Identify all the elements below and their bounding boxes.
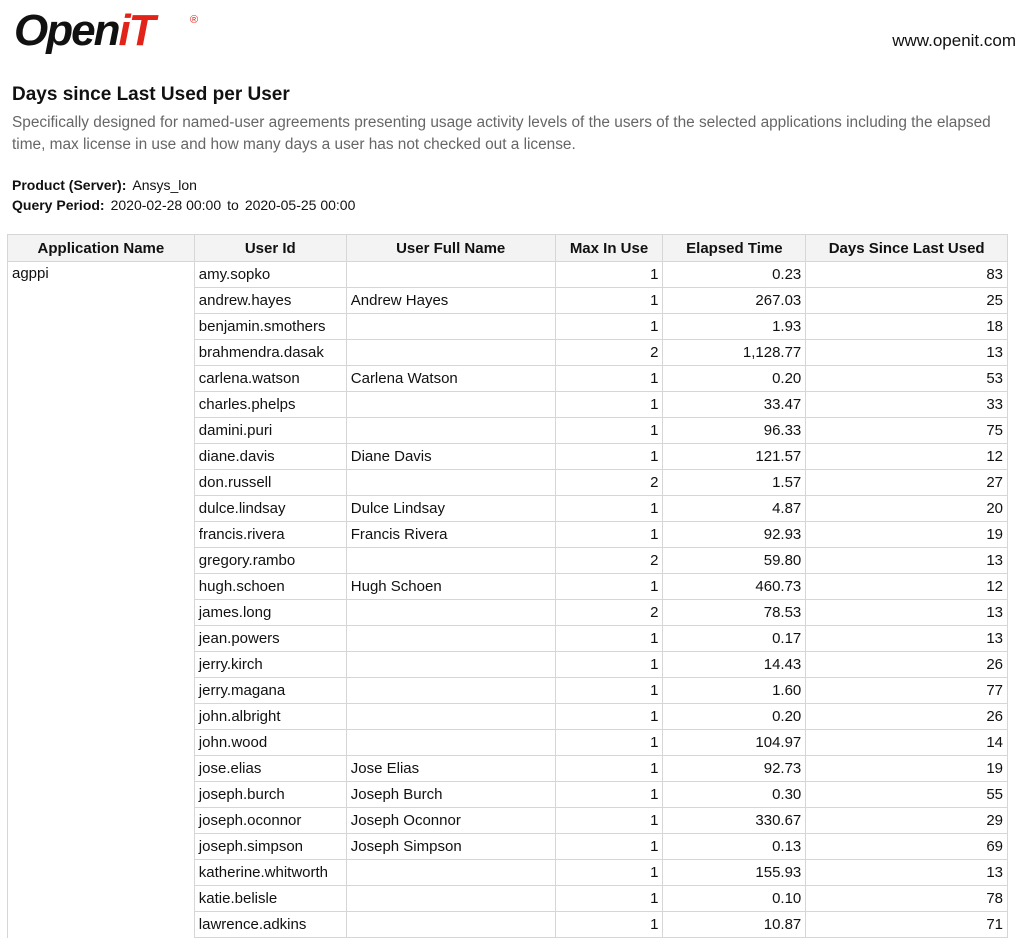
elapsed-time-cell: 267.03 — [663, 288, 806, 314]
max-in-use-cell: 1 — [555, 496, 663, 522]
user-full-name-cell: Joseph Simpson — [346, 834, 555, 860]
user-id-cell: joseph.oconnor — [194, 808, 346, 834]
elapsed-time-cell: 1.60 — [663, 678, 806, 704]
days-since-last-used-cell: 78 — [806, 886, 1008, 912]
max-in-use-cell: 1 — [555, 808, 663, 834]
max-in-use-cell: 1 — [555, 860, 663, 886]
max-in-use-cell: 1 — [555, 678, 663, 704]
column-header: Elapsed Time — [663, 235, 806, 262]
user-full-name-cell: Diane Davis — [346, 444, 555, 470]
user-id-cell: andrew.hayes — [194, 288, 346, 314]
product-line — [12, 175, 355, 195]
elapsed-time-cell: 0.17 — [663, 626, 806, 652]
elapsed-time-cell: 1,128.77 — [663, 340, 806, 366]
user-id-cell: jean.powers — [194, 626, 346, 652]
report-description: Specifically designed for named-user agreements presenting usage activity levels of the users of the selected applications including the elapsed time, max license in use and how many days a user has not checked out a license. — [12, 114, 991, 153]
days-since-last-used-cell: 53 — [806, 366, 1008, 392]
user-full-name-cell — [346, 860, 555, 886]
elapsed-time-cell: 0.10 — [663, 886, 806, 912]
max-in-use-cell: 2 — [555, 340, 663, 366]
elapsed-time-cell: 0.20 — [663, 366, 806, 392]
days-since-last-used-cell: 27 — [806, 470, 1008, 496]
elapsed-time-cell: 92.73 — [663, 756, 806, 782]
elapsed-time-cell: 1.57 — [663, 470, 806, 496]
user-id-cell: joseph.burch — [194, 782, 346, 808]
column-header: Max In Use — [555, 235, 663, 262]
max-in-use-cell: 1 — [555, 418, 663, 444]
elapsed-time-cell: 59.80 — [663, 548, 806, 574]
days-since-last-used-cell: 12 — [806, 574, 1008, 600]
days-since-last-used-cell: 55 — [806, 782, 1008, 808]
user-full-name-cell: Carlena Watson — [346, 366, 555, 392]
days-since-last-used-cell: 19 — [806, 756, 1008, 782]
max-in-use-cell: 1 — [555, 782, 663, 808]
user-id-cell: john.wood — [194, 730, 346, 756]
user-id-cell: james.long — [194, 600, 346, 626]
max-in-use-cell: 1 — [555, 574, 663, 600]
usage-table — [7, 234, 1008, 938]
user-id-cell: jerry.kirch — [194, 652, 346, 678]
user-id-cell: brahmendra.dasak — [194, 340, 346, 366]
elapsed-time-cell: 0.30 — [663, 782, 806, 808]
max-in-use-cell: 1 — [555, 626, 663, 652]
user-full-name-cell — [346, 340, 555, 366]
days-since-last-used-cell: 13 — [806, 340, 1008, 366]
max-in-use-cell: 1 — [555, 730, 663, 756]
logo-it-text: iT — [118, 6, 154, 55]
elapsed-time-cell: 460.73 — [663, 574, 806, 600]
column-header: Days Since Last Used — [806, 235, 1008, 262]
user-full-name-cell — [346, 912, 555, 938]
elapsed-time-cell: 96.33 — [663, 418, 806, 444]
user-id-cell: katie.belisle — [194, 886, 346, 912]
user-full-name-cell: Andrew Hayes — [346, 288, 555, 314]
user-id-cell: gregory.rambo — [194, 548, 346, 574]
elapsed-time-cell: 33.47 — [663, 392, 806, 418]
user-id-cell: diane.davis — [194, 444, 346, 470]
website-link[interactable]: www.openit.com — [892, 31, 1016, 50]
days-since-last-used-cell: 12 — [806, 444, 1008, 470]
user-full-name-cell: Hugh Schoen — [346, 574, 555, 600]
elapsed-time-cell: 330.67 — [663, 808, 806, 834]
user-full-name-cell: Joseph Oconnor — [346, 808, 555, 834]
elapsed-time-cell: 0.13 — [663, 834, 806, 860]
user-full-name-cell: Francis Rivera — [346, 522, 555, 548]
user-full-name-cell — [346, 886, 555, 912]
user-id-cell: carlena.watson — [194, 366, 346, 392]
period-label: Query Period: — [12, 197, 105, 213]
user-id-cell: katherine.whitworth — [194, 860, 346, 886]
user-full-name-cell: Joseph Burch — [346, 782, 555, 808]
user-id-cell: francis.rivera — [194, 522, 346, 548]
days-since-last-used-cell: 13 — [806, 626, 1008, 652]
report-title: Days since Last Used per User — [12, 84, 290, 105]
days-since-last-used-cell: 14 — [806, 730, 1008, 756]
days-since-last-used-cell: 19 — [806, 522, 1008, 548]
user-id-cell: charles.phelps — [194, 392, 346, 418]
user-full-name-cell — [346, 262, 555, 288]
user-full-name-cell — [346, 392, 555, 418]
days-since-last-used-cell: 25 — [806, 288, 1008, 314]
user-id-cell: john.albright — [194, 704, 346, 730]
elapsed-time-cell: 14.43 — [663, 652, 806, 678]
elapsed-time-cell: 155.93 — [663, 860, 806, 886]
user-id-cell: dulce.lindsay — [194, 496, 346, 522]
column-header: User Id — [194, 235, 346, 262]
user-full-name-cell — [346, 678, 555, 704]
max-in-use-cell: 2 — [555, 548, 663, 574]
elapsed-time-cell: 10.87 — [663, 912, 806, 938]
user-full-name-cell — [346, 470, 555, 496]
days-since-last-used-cell: 33 — [806, 392, 1008, 418]
max-in-use-cell: 1 — [555, 444, 663, 470]
table-header-row — [8, 235, 1008, 262]
openit-logo — [14, 6, 214, 70]
logo-open-text: Open — [14, 6, 119, 55]
max-in-use-cell: 2 — [555, 470, 663, 496]
user-id-cell: damini.puri — [194, 418, 346, 444]
days-since-last-used-cell: 13 — [806, 548, 1008, 574]
user-id-cell: amy.sopko — [194, 262, 346, 288]
user-full-name-cell — [346, 652, 555, 678]
user-full-name-cell: Jose Elias — [346, 756, 555, 782]
user-id-cell: don.russell — [194, 470, 346, 496]
max-in-use-cell: 1 — [555, 652, 663, 678]
days-since-last-used-cell: 26 — [806, 652, 1008, 678]
days-since-last-used-cell: 71 — [806, 912, 1008, 938]
max-in-use-cell: 1 — [555, 522, 663, 548]
max-in-use-cell: 1 — [555, 834, 663, 860]
application-name-cell: agppi — [8, 262, 195, 938]
days-since-last-used-cell: 75 — [806, 418, 1008, 444]
max-in-use-cell: 1 — [555, 288, 663, 314]
user-full-name-cell: Dulce Lindsay — [346, 496, 555, 522]
max-in-use-cell: 2 — [555, 600, 663, 626]
logo-registered-mark: ® — [190, 14, 199, 26]
user-full-name-cell — [346, 730, 555, 756]
report-meta — [12, 175, 355, 215]
days-since-last-used-cell: 13 — [806, 600, 1008, 626]
elapsed-time-cell: 4.87 — [663, 496, 806, 522]
user-full-name-cell — [346, 314, 555, 340]
user-full-name-cell — [346, 548, 555, 574]
user-id-cell: jose.elias — [194, 756, 346, 782]
days-since-last-used-cell: 13 — [806, 860, 1008, 886]
column-header: Application Name — [8, 235, 195, 262]
period-start: 2020-02-28 00:00 — [110, 197, 222, 213]
table-row — [8, 262, 1008, 288]
max-in-use-cell: 1 — [555, 912, 663, 938]
max-in-use-cell: 1 — [555, 756, 663, 782]
max-in-use-cell: 1 — [555, 886, 663, 912]
period-end: 2020-05-25 00:00 — [244, 197, 356, 213]
days-since-last-used-cell: 26 — [806, 704, 1008, 730]
user-id-cell: benjamin.smothers — [194, 314, 346, 340]
column-header: User Full Name — [346, 235, 555, 262]
days-since-last-used-cell: 83 — [806, 262, 1008, 288]
days-since-last-used-cell: 20 — [806, 496, 1008, 522]
days-since-last-used-cell: 29 — [806, 808, 1008, 834]
user-full-name-cell — [346, 418, 555, 444]
user-full-name-cell — [346, 704, 555, 730]
elapsed-time-cell: 104.97 — [663, 730, 806, 756]
product-label: Product (Server): — [12, 177, 127, 193]
max-in-use-cell: 1 — [555, 262, 663, 288]
max-in-use-cell: 1 — [555, 392, 663, 418]
days-since-last-used-cell: 18 — [806, 314, 1008, 340]
user-id-cell: hugh.schoen — [194, 574, 346, 600]
user-id-cell: jerry.magana — [194, 678, 346, 704]
user-id-cell: lawrence.adkins — [194, 912, 346, 938]
user-id-cell: joseph.simpson — [194, 834, 346, 860]
max-in-use-cell: 1 — [555, 704, 663, 730]
days-since-last-used-cell: 69 — [806, 834, 1008, 860]
elapsed-time-cell: 121.57 — [663, 444, 806, 470]
max-in-use-cell: 1 — [555, 366, 663, 392]
max-in-use-cell: 1 — [555, 314, 663, 340]
period-to: to — [227, 197, 239, 213]
elapsed-time-cell: 1.93 — [663, 314, 806, 340]
period-line — [12, 195, 355, 215]
user-full-name-cell — [346, 600, 555, 626]
elapsed-time-cell: 0.23 — [663, 262, 806, 288]
elapsed-time-cell: 0.20 — [663, 704, 806, 730]
product-value: Ansys_lon — [132, 177, 197, 193]
user-full-name-cell — [346, 626, 555, 652]
elapsed-time-cell: 92.93 — [663, 522, 806, 548]
days-since-last-used-cell: 77 — [806, 678, 1008, 704]
elapsed-time-cell: 78.53 — [663, 600, 806, 626]
